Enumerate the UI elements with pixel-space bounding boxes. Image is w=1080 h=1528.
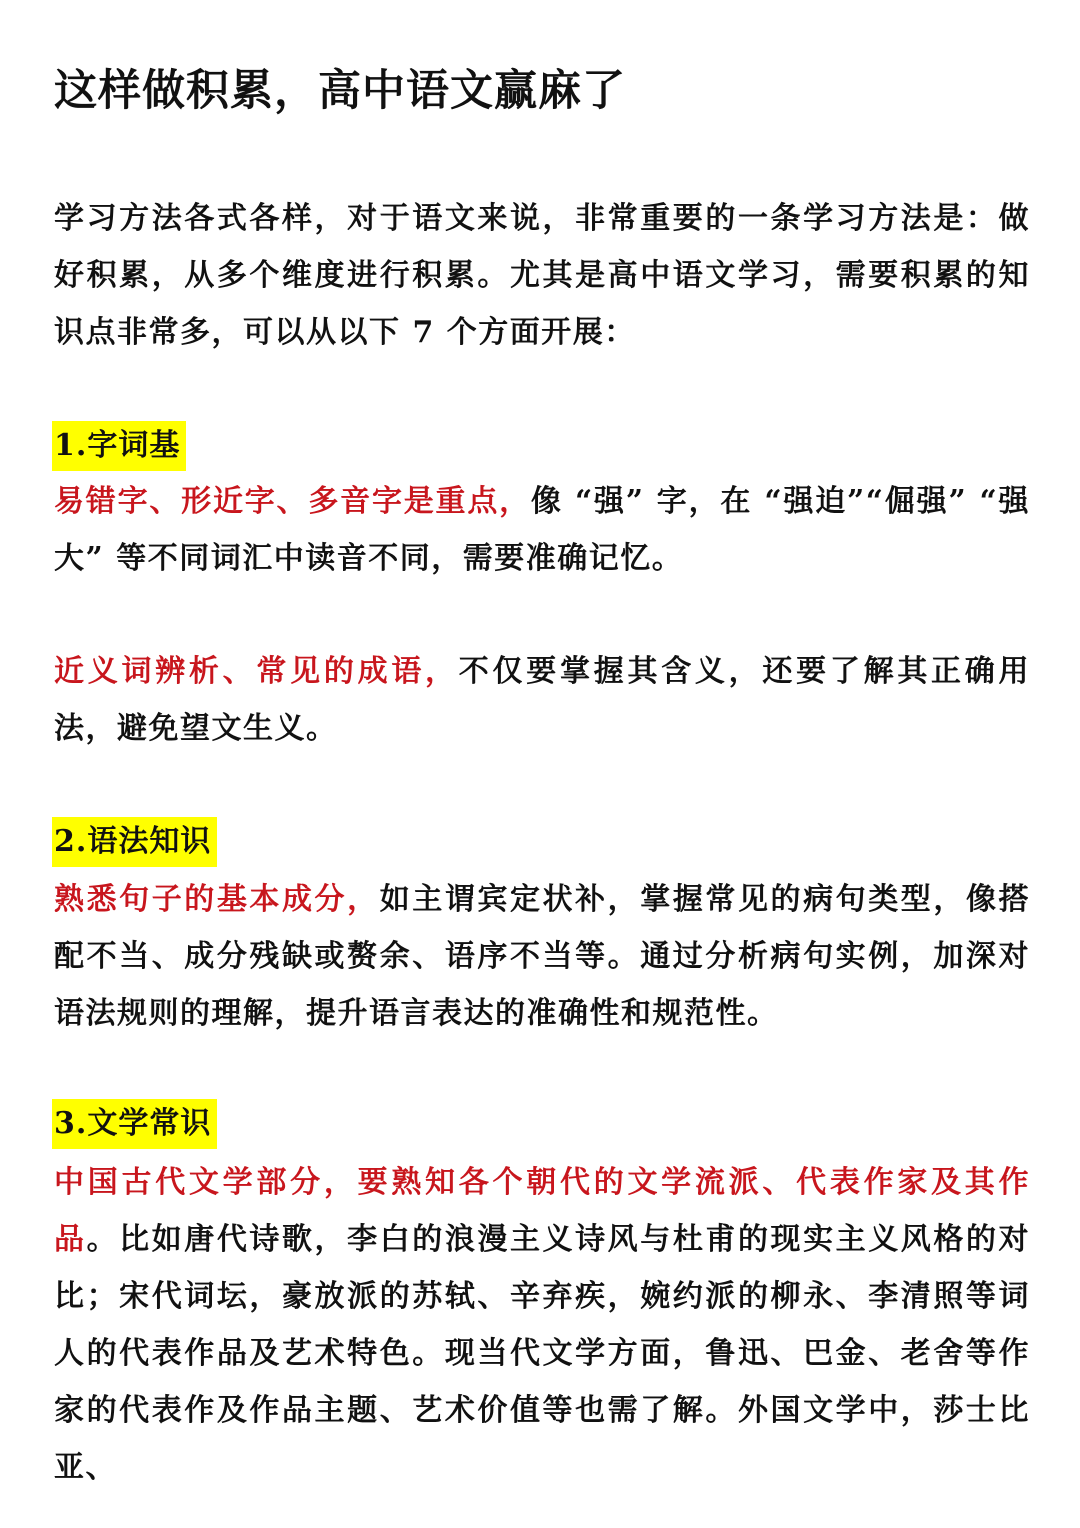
section-3-paragraph-1-highlight: 中国古代文学部分，要熟知各个朝代的文学流派、代表作家及其作品 [54,1165,1030,1257]
article-title: 这样做积累，高中语文赢麻了 [54,66,626,116]
section-2-paragraph-1 [54,871,1030,1042]
section-heading-3 [52,1099,217,1149]
section-heading-3-label: 3.文学常识 [52,1099,217,1149]
section-heading-1 [52,421,186,471]
section-3-paragraph-1 [54,1154,1030,1496]
section-3-paragraph-1-text: 。比如唐代诗歌，李白的浪漫主义诗风与杜甫的现实主义风格的对比；宋代词坛，豪放派的苏轼、辛弃疾，婉约派的柳永、李清照等词人的代表作品及艺术特色。现当代文学方面，鲁迅、巴金、老舍等作家的代表作及作品主题、艺术价值等也需了解。外国文学中，莎士比亚、 [54,1222,1031,1485]
section-2-paragraph-1-text: 如主谓宾定状补，掌握常见的病句类型，像搭配不当、成分残缺或赘余、语序不当等。通过分析病句实例，加深对语法规则的理解，提升语言表达的准确性和规范性。 [54,882,1031,1031]
section-1-paragraph-2-text: 不仅要掌握其含义，还要了解其正确用法，避免望文生义。 [54,654,1031,746]
section-1-paragraph-1 [54,473,1030,587]
intro-paragraph: 学习方法各式各样，对于语文来说，非常重要的一条学习方法是：做好积累，从多个维度进行积累。尤其是高中语文学习，需要积累的知识点非常多，可以从以下 7 个方面开展： [54,201,1030,350]
section-1-paragraph-1-highlight: 易错字、形近字、多音字是重点， [54,484,531,519]
section-heading-1-label: 1.字词基 [52,421,186,471]
section-heading-2-label: 2.语法知识 [52,817,217,867]
section-2-paragraph-1-highlight: 熟悉句子的基本成分， [54,882,380,917]
section-1-paragraph-1-text: 像 “强” 字，在 “强迫”“倔强” “强大” 等不同词汇中读音不同，需要准确记忆。 [54,484,1030,576]
section-1-paragraph-2-highlight: 近义词辨析、常见的成语， [54,654,459,689]
section-heading-2 [52,817,217,867]
section-1-paragraph-2 [54,643,1030,757]
